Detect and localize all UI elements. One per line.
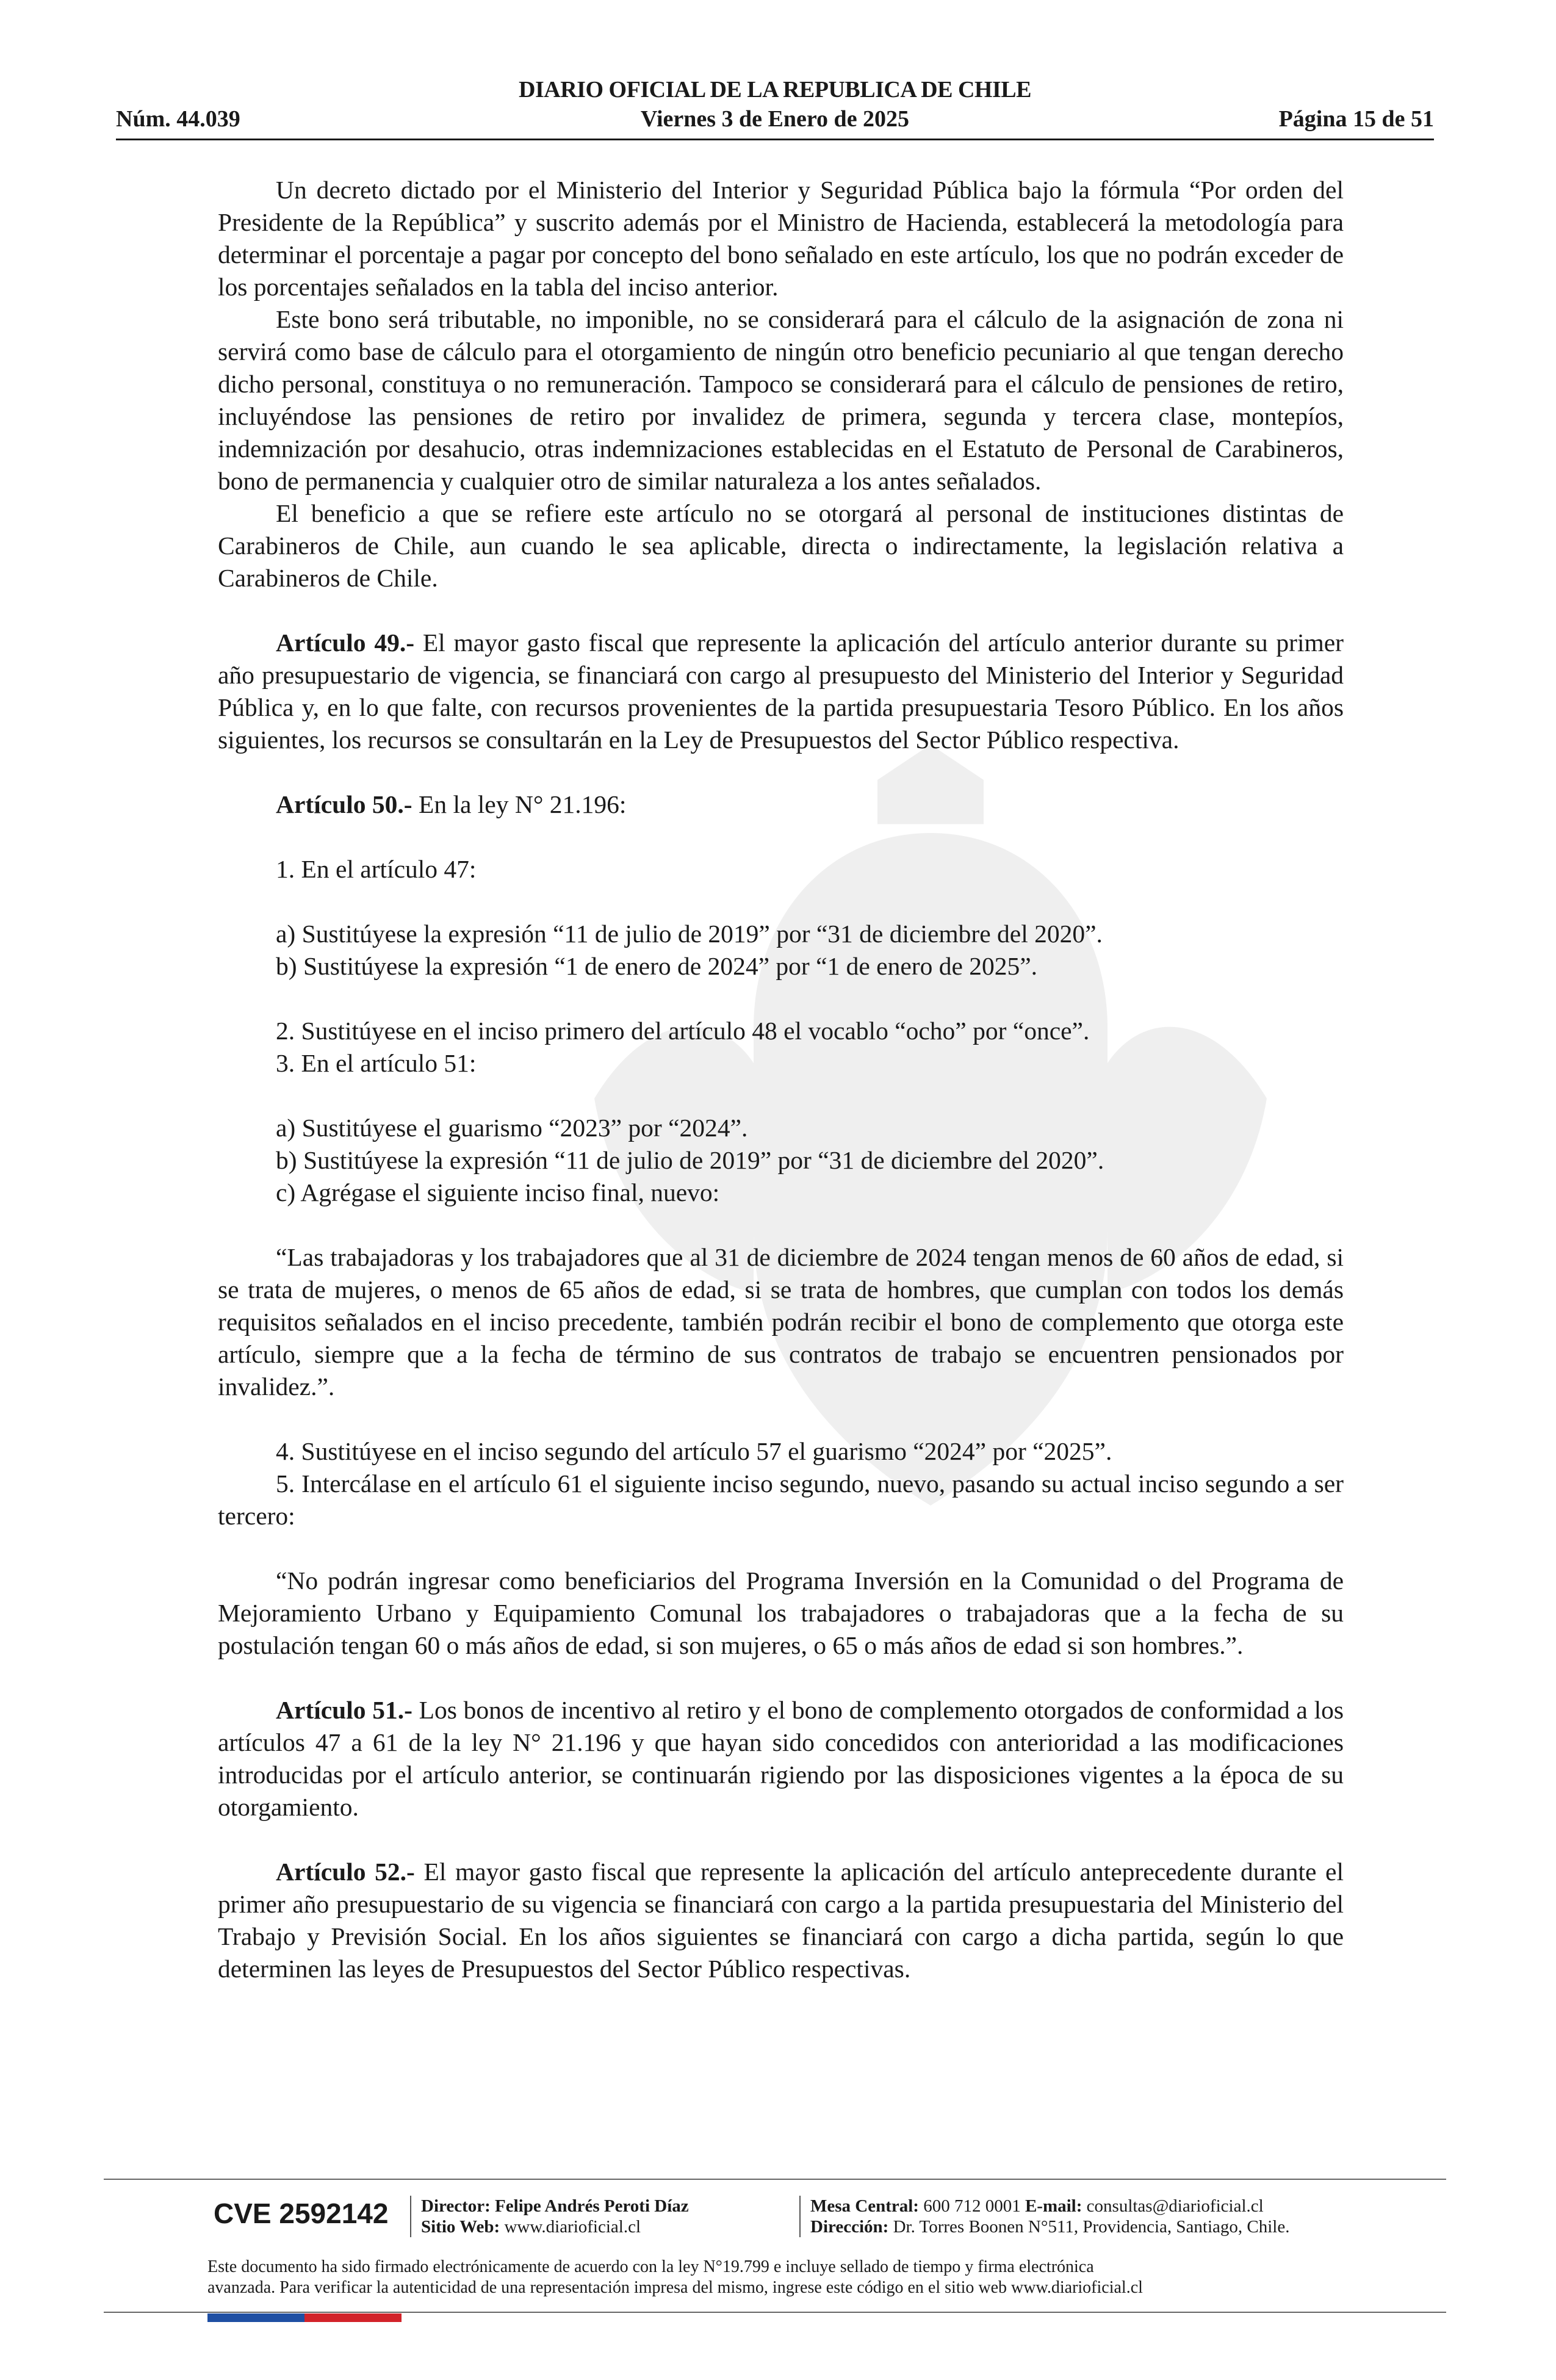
article-text: El mayor gasto fiscal que represente la aplicación del artículo anterior durante su primer año presupuestario de vigencia, se financiará con cargo al presupuesto del Ministerio del Interior y Seguridad Pública y, en lo que falte, con recursos provenientes de la partida presupuestaria Tesoro Público. En los años siguientes, los recursos se consultarán en la Ley de Presupuestos del Sector Público respectiva. <box>218 629 1344 754</box>
direccion-label: Dirección: <box>810 2217 889 2237</box>
list-item: 3. En el artículo 51: <box>276 1049 477 1077</box>
footer-rule <box>104 2179 1446 2180</box>
paragraph: Este bono será tributable, no imponible, no se considerará para el cálculo de la asignación de zona ni servirá como base de cálculo para el otorgamiento de ningún otro beneficio pecuniario al que tengan derecho dicho personal, constituya o no remuneración. Tampoco se considerará para el cálculo de pensiones de retiro, incluyéndose las pensiones de retiro por invalidez de primera, segunda y tercera clase, montepíos, indemnización por desahucio, otras indemnizaciones establecidas en el Estatuto de Personal de Carabineros, bono de permanencia y cualquier otro de similar naturaleza a los antes señalados. <box>218 305 1344 495</box>
flag-red-segment <box>304 2313 402 2322</box>
quoted-text: “No podrán ingresar como beneficiarios del Programa Inversión en la Comunidad o del Programa de Mejoramiento Urbano y Equipamiento Comunal los trabajadores o trabajadoras que a la fecha de su postulación tengan 60 o más años de edad, si son mujeres, o 65 o más años de edad si son hombres.”. <box>218 1567 1344 1659</box>
article-49 <box>218 627 1344 756</box>
flag-blue-segment <box>207 2313 304 2322</box>
issue-number: Núm. 44.039 <box>116 106 240 132</box>
email-label: E-mail: <box>1025 2196 1082 2216</box>
list-item: 5. Intercálase en el artículo 61 el siguiente inciso segundo, nuevo, pasando su actual inciso segundo a ser tercero: <box>218 1469 1344 1530</box>
article-heading: Artículo 52.- <box>276 1858 415 1886</box>
article-text: En la ley N° 21.196: <box>412 790 627 818</box>
footer-rule <box>104 2312 1446 2313</box>
list-item: a) Sustitúyese la expresión “11 de julio de 2019” por “31 de diciembre del 2020”. <box>276 920 1103 948</box>
director-name: Felipe Andrés Peroti Díaz <box>495 2196 689 2216</box>
footer-director-block <box>421 2196 689 2237</box>
cve-code: CVE 2592142 <box>214 2198 389 2229</box>
list-item: b) Sustitúyese la expresión “11 de julio de 2019” por “31 de diciembre del 2020”. <box>276 1146 1104 1174</box>
article-52 <box>218 1856 1344 1985</box>
flag-color-bar <box>207 2313 402 2322</box>
web-label: Sitio Web: <box>421 2217 500 2237</box>
page-header <box>116 76 1434 143</box>
document-body <box>218 174 1344 1985</box>
article-51 <box>218 1694 1344 1823</box>
list-item: 2. Sustitúyese en el inciso primero del artículo 48 el vocablo “ocho” por “once”. <box>276 1017 1090 1045</box>
mesa-label: Mesa Central: <box>810 2196 919 2216</box>
article-heading: Artículo 51.- <box>276 1696 412 1724</box>
page-number: Página 15 de 51 <box>1278 106 1434 132</box>
quoted-text: “Las trabajadoras y los trabajadores que al 31 de diciembre de 2024 tengan menos de 60 años de edad, si se trata de mujeres, o menos de 65 años de edad, si se trata de hombres, que cumplan con todos los demás requisitos señalados en el inciso precedente, también podrán recibir el bono de complemento que otorga este artículo, siempre que a la fecha de término de sus contratos de trabajo se encuentren pensionados por invalidez.”. <box>218 1243 1344 1401</box>
footer-divider <box>410 2196 411 2237</box>
article-50 <box>218 788 1344 821</box>
web-link[interactable]: www.diarioficial.cl <box>504 2217 641 2237</box>
article-heading: Artículo 50.- <box>276 790 412 818</box>
list-item: 1. En el artículo 47: <box>276 855 477 883</box>
list-item: 4. Sustitúyese en el inciso segundo del artículo 57 el guarismo “2024” por “2025”. <box>276 1437 1112 1465</box>
direccion-value: Dr. Torres Boonen N°511, Providencia, Santiago, Chile. <box>893 2217 1290 2237</box>
mesa-phone: 600 712 0001 <box>923 2196 1021 2216</box>
article-text: El mayor gasto fiscal que represente la aplicación del artículo anteprecedente durante el primer año presupuestario de su vigencia se financiará con cargo a la partida presupuestaria del Ministerio del Trabajo y Previsión Social. En los años siguientes se financiará con cargo a dicha partida, según lo que determinen las leyes de Presupuestos del Sector Público respectivas. <box>218 1858 1344 1983</box>
paragraph: El beneficio a que se refiere este artículo no se otorgará al personal de instituciones distintas de Carabineros de Chile, aun cuando le sea aplicable, directa o indirectamente, la legislación relativa a Carabineros de Chile. <box>218 499 1344 592</box>
footer-contact-block <box>810 2196 1289 2237</box>
footer-divider <box>799 2196 801 2237</box>
header-rule <box>116 139 1434 140</box>
notice-line: Este documento ha sido firmado electrónicamente de acuerdo con la ley N°19.799 e incluye sellado de tiempo y firma electrónica <box>207 2257 1094 2276</box>
gazette-title: DIARIO OFICIAL DE LA REPUBLICA DE CHILE <box>519 77 1031 103</box>
notice-line: avanzada. Para verificar la autenticidad de una representación impresa del mismo, ingrese este código en el sitio web www.diarioficial.cl <box>207 2278 1143 2297</box>
paragraph: Un decreto dictado por el Ministerio del Interior y Seguridad Pública bajo la fórmula “Por orden del Presidente de la República” y suscrito además por el Ministro de Hacienda, establecerá la metodología para determinar el porcentaje a pagar por concepto del bono señalado en este artículo, los que no podrán exceder de los porcentajes señalados en la tabla del inciso anterior. <box>218 176 1344 301</box>
signature-notice <box>207 2257 1391 2298</box>
page-footer <box>104 2179 1446 2343</box>
email-link[interactable]: consultas@diarioficial.cl <box>1086 2196 1264 2216</box>
issue-date: Viernes 3 de Enero de 2025 <box>640 106 910 132</box>
article-heading: Artículo 49.- <box>276 629 415 657</box>
list-item: c) Agrégase el siguiente inciso final, nuevo: <box>276 1178 720 1206</box>
list-item: b) Sustitúyese la expresión “1 de enero de 2024” por “1 de enero de 2025”. <box>276 952 1038 980</box>
director-label: Director: <box>421 2196 491 2216</box>
article-text: Los bonos de incentivo al retiro y el bono de complemento otorgados de conformidad a los artículos 47 a 61 de la ley N° 21.196 y que hayan sido concedidos con anterioridad a las modificaciones introducidas por el artículo anterior, se continuarán rigiendo por las disposiciones vigentes a la época de su otorgamiento. <box>218 1696 1344 1821</box>
list-item: a) Sustitúyese el guarismo “2023” por “2024”. <box>276 1114 748 1142</box>
